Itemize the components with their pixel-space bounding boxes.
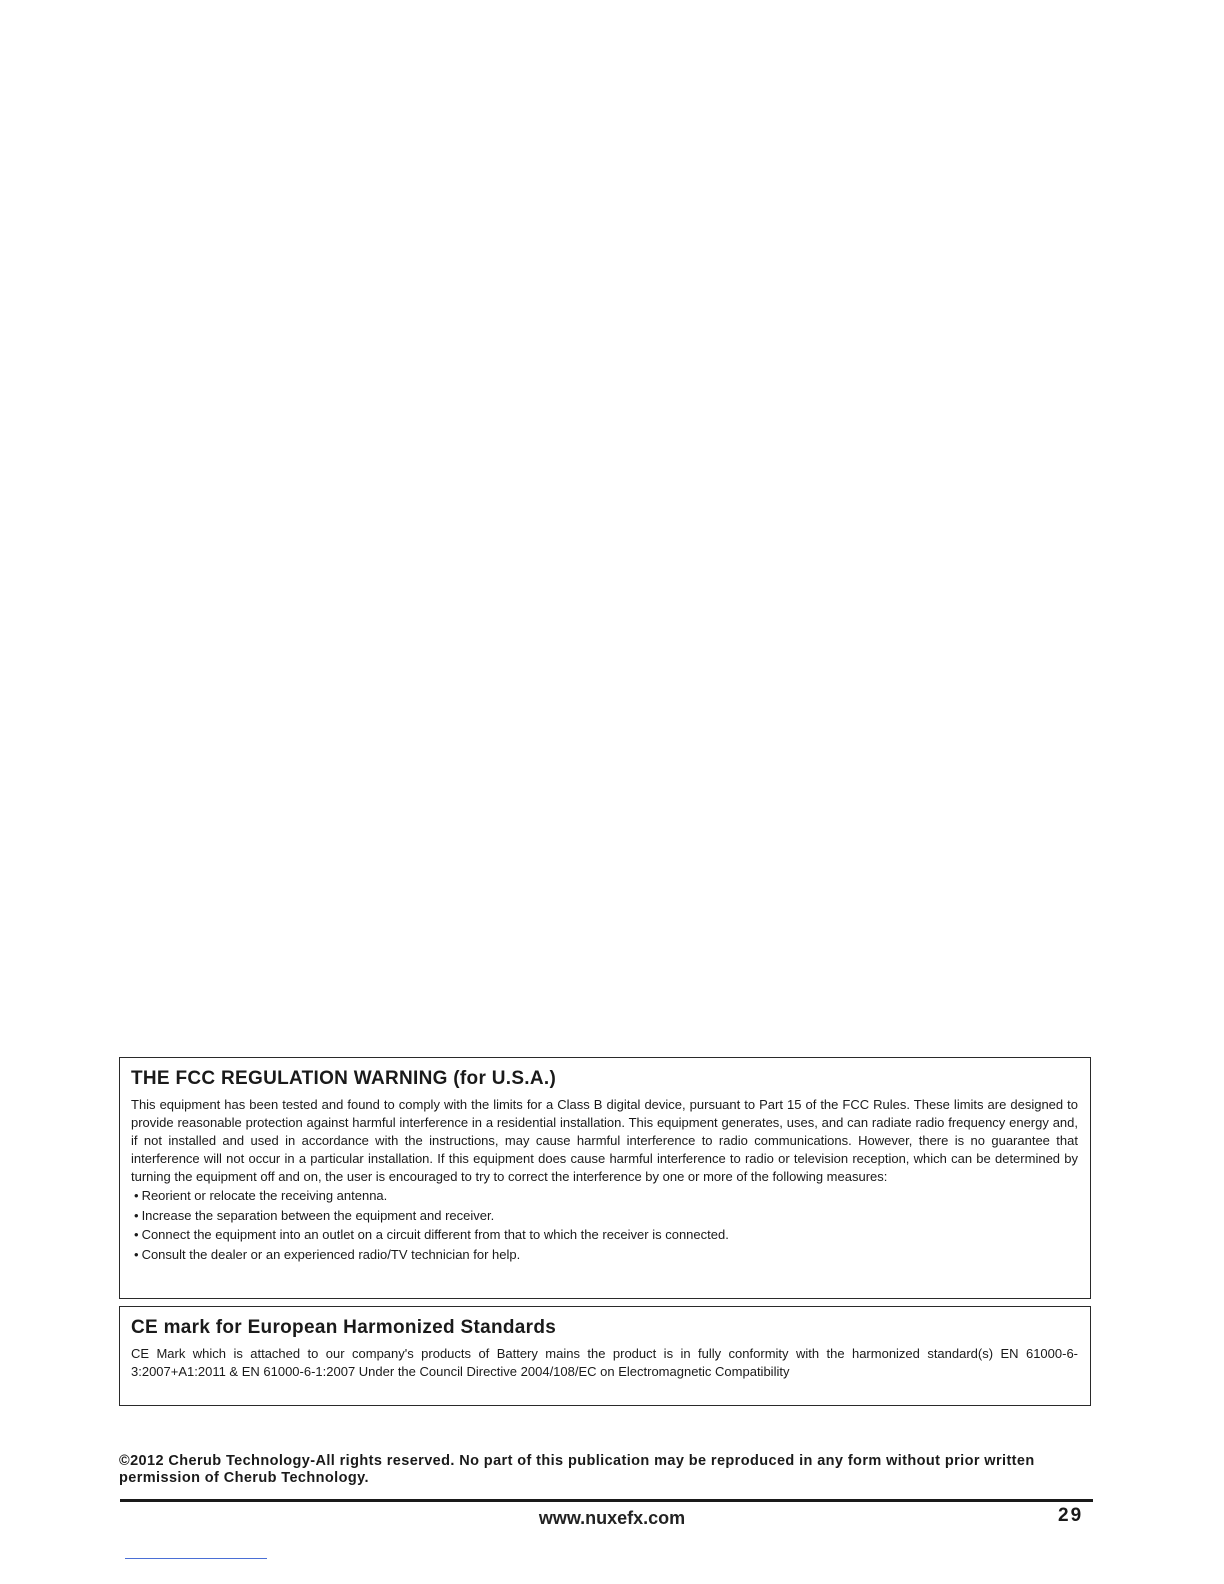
list-item: • Reorient or relocate the receiving antenna.	[134, 1186, 1078, 1206]
footer-website: www.nuxefx.com	[538, 1508, 686, 1528]
fcc-measures-list	[131, 1186, 1078, 1264]
ce-mark-title: CE mark for European Harmonized Standards	[131, 1317, 557, 1338]
copyright-notice: ©2012 Cherub Technology-All rights reserved. No part of this publication may be reproduced in any form without prior written permission of Cherub Technology.	[119, 1453, 1035, 1486]
page-number: 29	[1058, 1505, 1084, 1526]
fcc-warning-title: THE FCC REGULATION WARNING (for U.S.A.)	[131, 1068, 557, 1089]
list-item: • Consult the dealer or an experienced radio/TV technician for help.	[134, 1245, 1078, 1265]
fcc-warning-box	[119, 1057, 1091, 1299]
ce-mark-body: CE Mark which is attached to our company's products of Battery mains the product is in fully conformity with the harmonized standard(s) EN 61000-6-3:2007+A1:2011 & EN 61000-6-1:2007 Under the Council Directive 2004/108/EC on Electromagnetic Compatibility	[131, 1346, 1078, 1379]
list-item: • Increase the separation between the equipment and receiver.	[134, 1206, 1078, 1226]
list-item: • Connect the equipment into an outlet on a circuit different from that to which the receiver is connected.	[134, 1225, 1078, 1245]
ce-mark-box	[119, 1306, 1091, 1406]
footer-divider	[120, 1499, 1093, 1502]
fcc-warning-body: This equipment has been tested and found to comply with the limits for a Class B digital device, pursuant to Part 15 of the FCC Rules. These limits are designed to provide reasonable protection against harmful interference in a residential installation. This equipment generates, uses, and can radiate radio frequency energy and, if not installed and used in accordance with the instructions, may cause harmful interference to radio communications. However, there is no guarantee that interference will not occur in a particular installation. If this equipment does cause harmful interference to radio or television reception, which can be determined by turning the equipment off and on, the user is encouraged to try to correct the interference by one or more of the following measures:	[131, 1097, 1078, 1184]
corner-divider	[125, 1558, 267, 1559]
